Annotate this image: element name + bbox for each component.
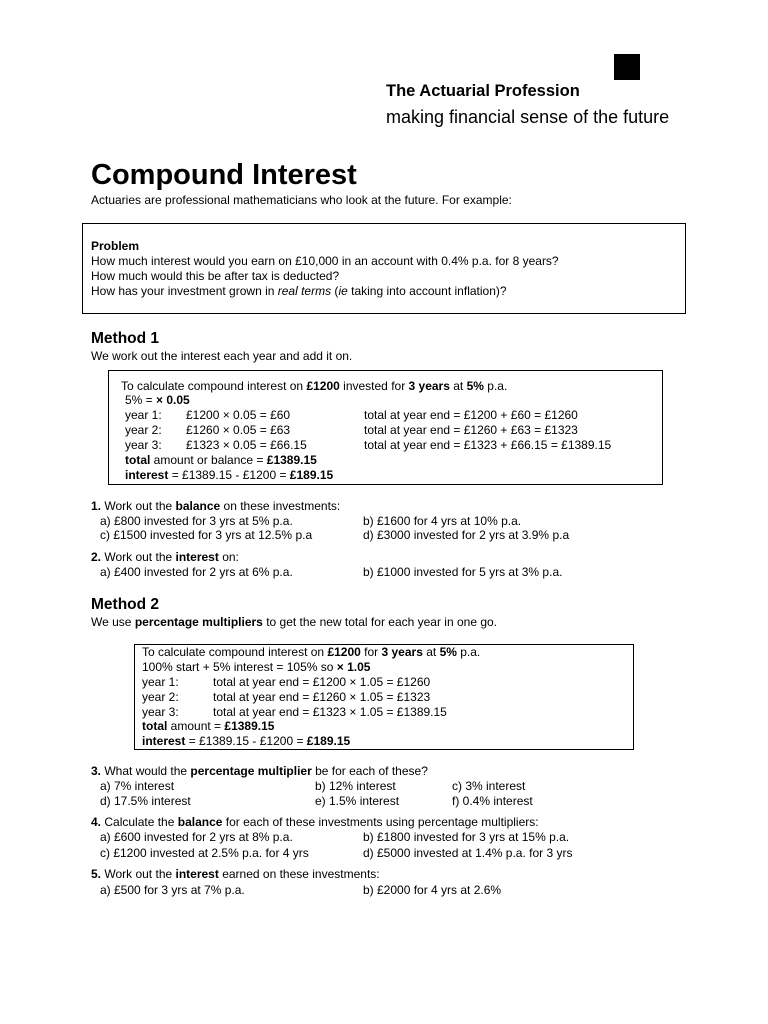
question-1c: c) £1500 invested for 3 yrs at 12.5% p.a — [100, 528, 313, 542]
method1-year2-label: year 2: — [125, 423, 162, 437]
method1-year2-total: total at year end = £1260 + £63 = £1323 — [364, 423, 578, 437]
question-3d: d) 17.5% interest — [100, 794, 191, 808]
method2-year2-total: total at year end = £1260 × 1.05 = £1323 — [213, 690, 431, 704]
method1-total-line: total amount or balance = £1389.15 — [125, 453, 317, 467]
question-3a: a) 7% interest — [100, 779, 175, 793]
question-5-prompt: 5. Work out the interest earned on these investments: — [91, 867, 380, 881]
method1-year3-total: total at year end = £1323 + £66.15 = £1389.15 — [364, 438, 612, 452]
problem-line-2: How much would this be after tax is deducted? — [91, 269, 340, 283]
method1-box-line-1: To calculate compound interest on £1200 invested for 3 years at 5% p.a. — [121, 379, 508, 393]
question-1d: d) £3000 invested for 2 yrs at 3.9% p.a — [363, 528, 570, 542]
method2-box-line-1: To calculate compound interest on £1200 for 3 years at 5% p.a. — [142, 645, 481, 659]
method2-year3-label: year 3: — [142, 705, 179, 719]
question-4-prompt: 4. Calculate the balance for each of these investments using percentage multipliers: — [91, 815, 539, 829]
method1-heading: Method 1 — [91, 330, 160, 347]
method1-year1-calc: £1200 × 0.05 = £60 — [186, 408, 291, 422]
question-3f: f) 0.4% interest — [452, 794, 533, 808]
method2-heading: Method 2 — [91, 596, 160, 613]
question-3e: e) 1.5% interest — [315, 794, 400, 808]
question-1a: a) £800 invested for 3 yrs at 5% p.a. — [100, 514, 293, 528]
method2-year3-total: total at year end = £1323 × 1.05 = £1389.15 — [213, 705, 447, 719]
question-5a: a) £500 for 3 yrs at 7% p.a. — [100, 883, 245, 897]
problem-box — [82, 223, 686, 314]
question-2-prompt: 2. Work out the interest on: — [91, 550, 239, 564]
question-2a: a) £400 invested for 2 yrs at 6% p.a. — [100, 565, 293, 579]
intro-text: Actuaries are professional mathematicians who look at the future. For example: — [91, 193, 512, 207]
method1-box — [108, 370, 663, 485]
logo-square-icon — [614, 54, 640, 80]
method1-year1-label: year 1: — [125, 408, 162, 422]
method1-year1-total: total at year end = £1200 + £60 = £1260 — [364, 408, 578, 422]
problem-line-3: How has your investment grown in real terms (ie taking into account inflation)? — [91, 284, 507, 298]
brand-title: The Actuarial Profession — [386, 82, 580, 100]
method1-year3-label: year 3: — [125, 438, 162, 452]
method1-year3-calc: £1323 × 0.05 = £66.15 — [186, 438, 307, 452]
method1-year2-calc: £1260 × 0.05 = £63 — [186, 423, 291, 437]
method2-year1-label: year 1: — [142, 675, 179, 689]
method2-year2-label: year 2: — [142, 690, 179, 704]
question-5b: b) £2000 for 4 yrs at 2.6% — [363, 883, 502, 897]
question-1b: b) £1600 for 4 yrs at 10% p.a. — [363, 514, 522, 528]
problem-line-1: How much interest would you earn on £10,000 in an account with 0.4% p.a. for 8 years? — [91, 254, 559, 268]
page-title: Compound Interest — [91, 159, 357, 191]
method2-total-line: total amount = £1389.15 — [142, 719, 275, 733]
method2-interest-line: interest = £1389.15 - £1200 = £189.15 — [142, 734, 351, 748]
question-3b: b) 12% interest — [315, 779, 396, 793]
brand-tagline: making financial sense of the future — [386, 107, 670, 127]
question-4a: a) £600 invested for 2 yrs at 8% p.a. — [100, 830, 293, 844]
question-3c: c) 3% interest — [452, 779, 526, 793]
method2-box — [134, 644, 634, 750]
method1-interest-line: interest = £1389.15 - £1200 = £189.15 — [125, 468, 334, 482]
method2-intro: We use percentage multipliers to get the new total for each year in one go. — [91, 615, 498, 629]
problem-heading: Problem — [91, 239, 140, 253]
method1-box-line-2: 5% = × 0.05 — [125, 393, 190, 407]
question-4c: c) £1200 invested at 2.5% p.a. for 4 yrs — [100, 846, 309, 860]
question-4b: b) £1800 invested for 3 yrs at 15% p.a. — [363, 830, 570, 844]
question-1-prompt: 1. Work out the balance on these investments: — [91, 499, 341, 513]
method2-year1-total: total at year end = £1200 × 1.05 = £1260 — [213, 675, 431, 689]
question-2b: b) £1000 invested for 5 yrs at 3% p.a. — [363, 565, 563, 579]
question-4d: d) £5000 invested at 1.4% p.a. for 3 yrs — [363, 846, 573, 860]
method2-box-line-2: 100% start + 5% interest = 105% so × 1.05 — [142, 660, 371, 674]
question-3-prompt: 3. What would the percentage multiplier be for each of these? — [91, 764, 428, 778]
method1-intro: We work out the interest each year and add it on. — [91, 349, 353, 363]
